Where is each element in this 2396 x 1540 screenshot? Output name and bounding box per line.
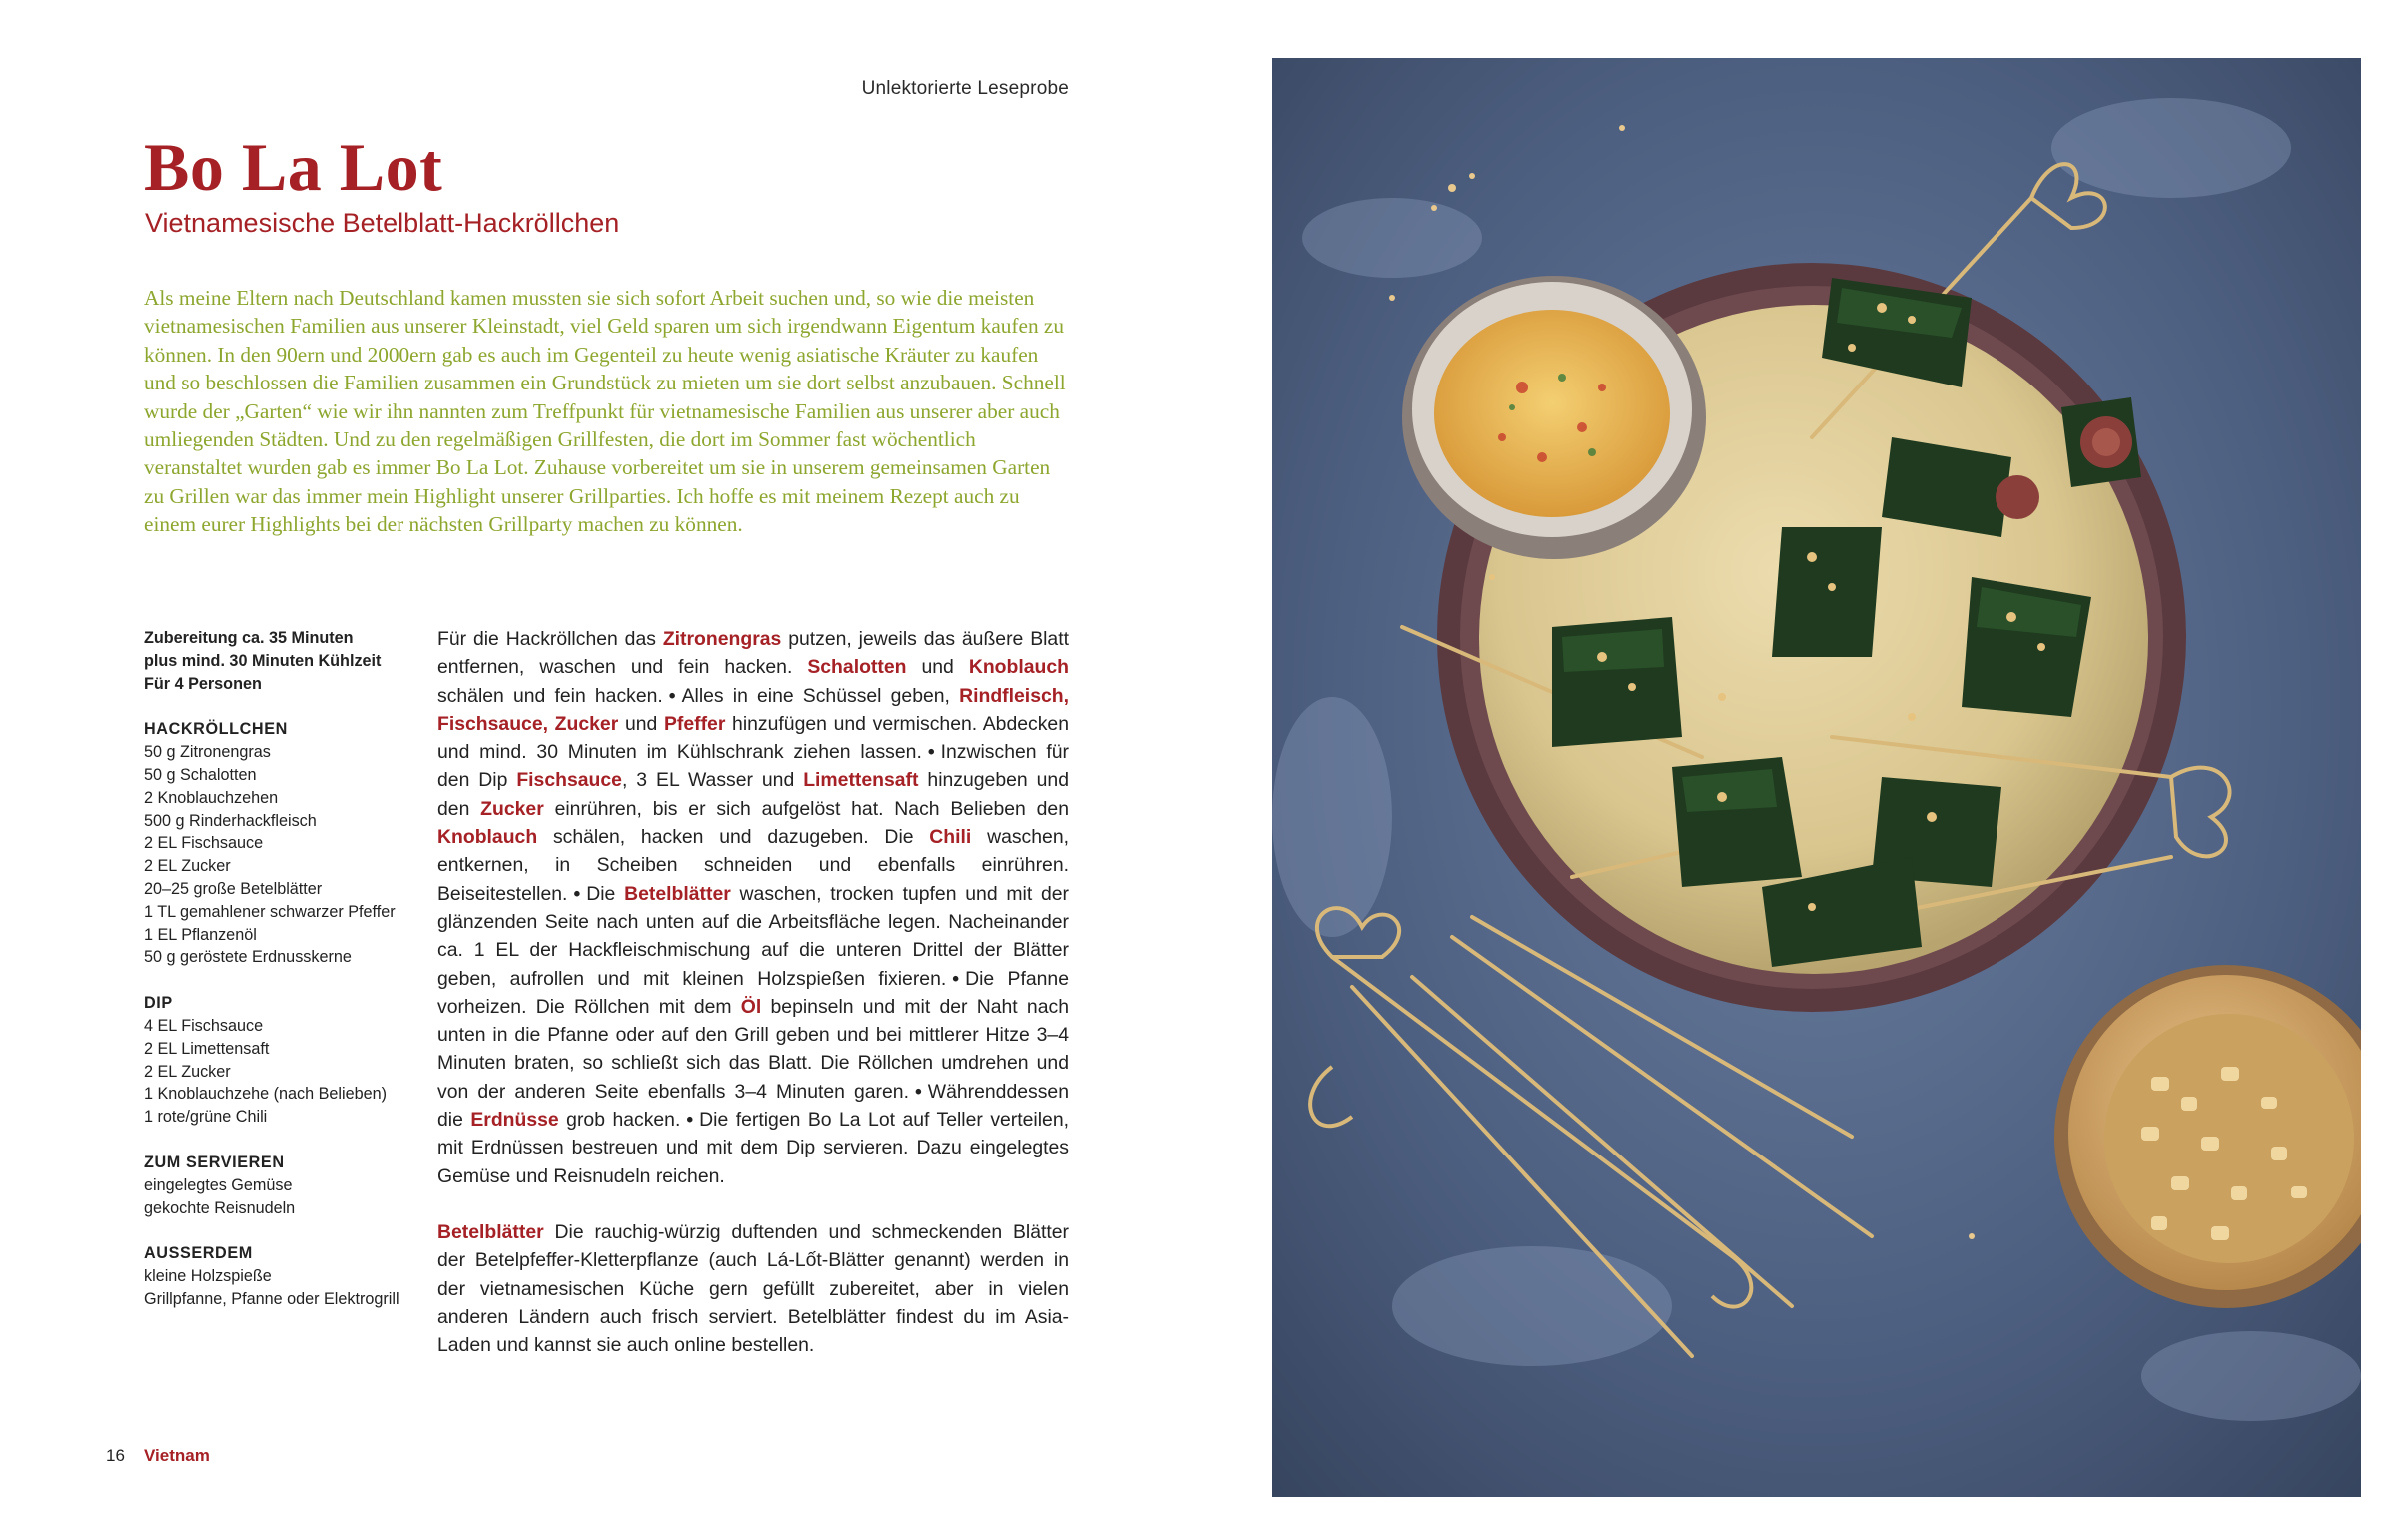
recipe-title: Bo La Lot — [144, 129, 443, 205]
ingredient-item: 1 rote/grüne Chili — [144, 1108, 268, 1127]
instruction-text: Währenddessen die — [437, 1080, 1069, 1132]
ingredient-item: 50 g Zitronengras — [144, 743, 271, 762]
ingredient-item: gekochte Reisnudeln — [144, 1198, 296, 1217]
step-bullet: • — [952, 967, 960, 990]
ingredient-highlight: Knoblauch — [437, 826, 538, 849]
ingredient-item: 2 EL Zucker — [144, 857, 231, 876]
instruction-text: Die fertigen Bo La Lot auf Teller verteilen, mit Erdnüssen bestreuen und mit dem Dip servieren. Dazu eingelegtes Gemüse und Reisnudeln reichen. — [437, 1109, 1069, 1187]
preview-label: Unlektorierte Leseprobe — [861, 78, 1069, 99]
ingredient-highlight: Zucker — [480, 797, 544, 820]
ingredient-item: 2 EL Limettensaft — [144, 1039, 270, 1058]
servings: Für 4 Personen — [144, 674, 262, 693]
instruction-text: und — [906, 656, 969, 679]
ingredient-highlight: Schalotten — [807, 656, 907, 679]
ingredient-sections — [144, 718, 413, 1310]
ingredient-heading: DIP — [144, 994, 173, 1013]
instructions-text — [437, 625, 1069, 1190]
instruction-text: waschen, trocken tupfen und mit der glänzenden Seite nach unten auf die Arbeitsfläche legen. Nacheinander ca. 1 EL der Hackfleischmischung auf die unteren Drittel der Blätter geben, aufrollen und mit kleinen Holzspießen fixieren. — [437, 882, 1069, 990]
instruction-text: hinzufügen und vermischen. Abdecken und mind. 30 Minuten im Kühlschrank ziehen lassen. — [437, 712, 1069, 764]
ingredient-highlight: Pfeffer — [663, 712, 726, 735]
ingredients-sidebar — [144, 627, 413, 1311]
ingredient-highlight: Chili — [929, 826, 972, 849]
ingredient-item: 2 Knoblauchzehen — [144, 788, 279, 807]
instruction-text: bepinseln und mit der Naht nach unten in die Pfanne oder auf den Grill geben und bei mittlerer Hitze 3–4 Minuten braten, so schließt sich das Blatt. Die Röllchen umdrehen und von der anderen Seite ebenfalls 3–4 Minuten garen. — [437, 995, 1069, 1103]
ingredient-highlight: Limettensaft — [803, 769, 919, 792]
ingredient-heading: HACKRÖLLCHEN — [144, 720, 288, 739]
ingredient-highlight: Rindfleisch, Fischsauce, Zucker — [437, 684, 1069, 735]
instruction-text: Inzwischen für den Dip — [437, 741, 1069, 792]
step-bullet: • — [573, 882, 581, 905]
ingredient-item: 1 Knoblauchzehe (nach Belieben) — [144, 1085, 387, 1104]
instruction-text: hinzugeben und den — [437, 769, 1069, 820]
ingredient-item: 50 g Schalotten — [144, 765, 257, 784]
instruction-text: grob hacken. — [558, 1109, 681, 1132]
prep-time: Zubereitung ca. 35 Minuten — [144, 629, 354, 647]
instruction-text: Die Pfanne vorheizen. Die Röllchen mit dem — [437, 967, 1069, 1018]
ingredient-item: 4 EL Fischsauce — [144, 1016, 264, 1035]
ingredient-highlight: Knoblauch — [968, 656, 1069, 679]
food-photo — [1272, 58, 2361, 1497]
ingredient-list — [144, 1174, 413, 1220]
instruction-text: putzen, jeweils das äußere Blatt entfernen, waschen und fein hacken. — [437, 628, 1069, 679]
ingredient-list — [144, 1265, 413, 1311]
ingredient-highlight: Zitronengras — [662, 628, 782, 650]
instructions — [437, 625, 1069, 1359]
ingredient-list — [144, 741, 413, 969]
instruction-text: , 3 EL Wasser und — [621, 769, 804, 792]
section-label: Vietnam — [144, 1446, 210, 1465]
instruction-text: Die rauchig-würzig duftenden und schmeckenden Blätter der Betelpfeffer-Kletterpflanze (auch Lá-Lốt-Blätter genannt) werden in der vietnamesischen Küche gern gefüllt zubereitet, aber in vielen anderen Ländern auch frisch serviert. Betelblätter findest du im Asia-Laden und kannst sie auch online bestellen. — [437, 1220, 1069, 1357]
instruction-text: einrühren, bis er sich aufgelöst hat. Nach Belieben den — [543, 797, 1069, 820]
prep-info — [144, 627, 413, 695]
ingredient-list — [144, 1015, 413, 1129]
recipe-subtitle: Vietnamesische Betelblatt-Hackröllchen — [145, 208, 620, 238]
step-bullet: • — [686, 1109, 694, 1132]
instruction-text: Die — [586, 882, 625, 905]
page-number: 16 — [106, 1446, 125, 1465]
ingredient-heading: ZUM SERVIEREN — [144, 1153, 285, 1171]
ingredient-item: 500 g Rinderhackfleisch — [144, 811, 317, 830]
instruction-text: schälen, hacken und dazugeben. Die — [537, 826, 930, 849]
ingredient-item: 2 EL Zucker — [144, 1062, 231, 1081]
step-bullet: • — [914, 1080, 922, 1103]
ingredient-heading: AUSSERDEM — [144, 1244, 253, 1263]
ingredient-highlight: Erdnüsse — [470, 1109, 559, 1132]
ingredient-item: 1 EL Pflanzenöl — [144, 925, 257, 944]
intro-text: Als meine Eltern nach Deutschland kamen mussten sie sich sofort Arbeit suchen und, so wie die meisten vietnamesischen Familien aus unserer Kleinstadt, viel Geld sparen um sich irgendwann Eigentum kaufen zu können. In den 90ern und 2000ern gab es auch im Gegenteil zu heute wenig asiatische Kräuter zu kaufen und so beschlossen die Familien zusammen ein Grundstück zu mieten um sie dort selbst anzubauen. Schnell wurde der „Garten“ wie wir ihn nannten zum Treffpunkt für vietnamesische Familien aus unserer aber auch umliegenden Städten. Und zu den regelmäßigen Grillfesten, die dort im Sommer fast wöchentlich veranstaltet wurden gab es immer Bo La Lot. Zuhause vorbereitet um sie in unserem gemeinsamen Garten zu Grillen war das immer mein Highlight unserer Grillparties. Ich hoffe es mit meinem Rezept auch zu einem eurer Highlights bei der nächsten Grillparty machen zu können. — [144, 286, 1066, 537]
ingredient-item: kleine Holzspieße — [144, 1267, 272, 1286]
ingredient-highlight: Betelblätter — [624, 882, 731, 905]
instruction-text: Alles in eine Schüssel geben, — [681, 684, 960, 707]
instruction-text: und — [618, 712, 664, 735]
ingredient-item: 50 g geröstete Erdnusskerne — [144, 948, 352, 967]
ingredient-highlight: Öl — [740, 995, 762, 1018]
ingredient-item: eingelegtes Gemüse — [144, 1175, 293, 1194]
instruction-text: Für die Hackröllchen das — [437, 628, 663, 650]
step-bullet: • — [927, 741, 935, 764]
instruction-text: schälen und fein hacken. — [437, 684, 663, 707]
ingredient-item: 2 EL Fischsauce — [144, 834, 264, 853]
betel-note — [437, 1218, 1069, 1359]
instruction-text: waschen, entkernen, in Scheiben schneiden und ebenfalls einrühren. Beiseitestellen. — [437, 826, 1069, 905]
ingredient-highlight: Betelblätter — [437, 1220, 544, 1243]
ingredient-item: Grillpfanne, Pfanne oder Elektrogrill — [144, 1289, 399, 1308]
cool-time: plus mind. 30 Minuten Kühlzeit — [144, 651, 382, 670]
ingredient-highlight: Fischsauce — [516, 769, 622, 792]
ingredient-item: 1 TL gemahlener schwarzer Pfeffer — [144, 902, 396, 921]
step-bullet: • — [668, 684, 676, 707]
ingredient-item: 20–25 große Betelblätter — [144, 879, 323, 898]
